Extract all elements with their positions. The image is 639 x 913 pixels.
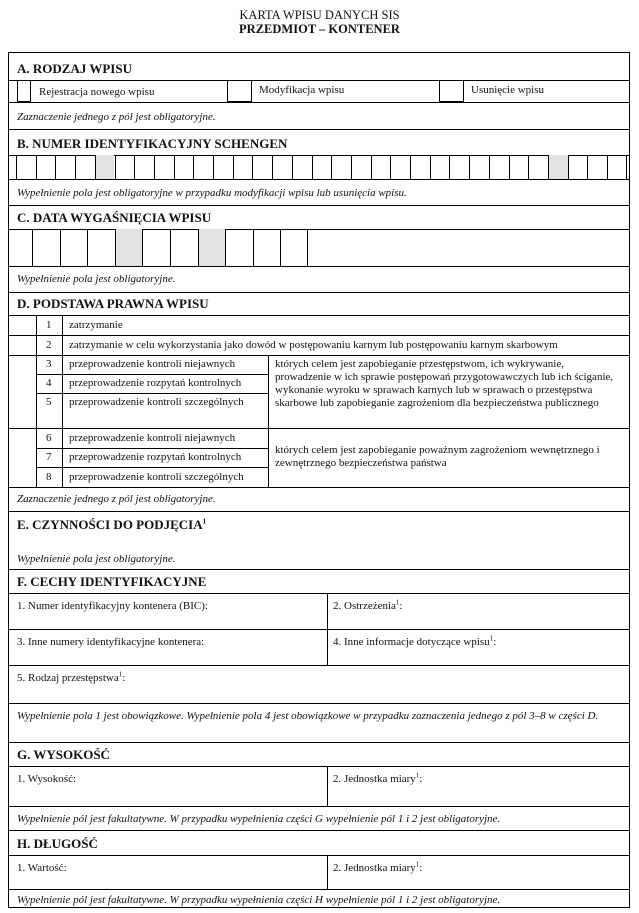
legal-basis-number: 8 — [46, 471, 52, 483]
schengen-id-cell[interactable] — [509, 155, 529, 179]
height-unit-label: 2. Jednostka miary$^1$: — [333, 771, 423, 785]
schengen-id-grid — [9, 155, 629, 179]
legal-basis-number: 6 — [46, 432, 52, 444]
length-unit-field[interactable] — [327, 855, 629, 889]
section-d-note: Zaznaczenie jednego z pól jest obligatoryjne. — [17, 493, 216, 505]
legal-basis-text: przeprowadzenie rozpytań kontrolnych — [69, 377, 242, 389]
schengen-id-cell[interactable] — [312, 155, 332, 179]
schengen-id-cell[interactable] — [55, 155, 75, 179]
schengen-id-cell[interactable] — [469, 155, 489, 179]
length-value-field[interactable] — [9, 855, 327, 889]
section-f-note: Wypełnienie pola 1 jest obowiązkowe. Wypełnienie pola 4 jest obowiązkowe w przypadku zaznaczenia jednego z pól 3–8 w części D. — [17, 710, 599, 722]
schengen-id-cell[interactable] — [213, 155, 233, 179]
legal-basis-text: przeprowadzenie kontroli niejawnych — [69, 358, 236, 370]
section-b-heading: B. NUMER IDENTYFIKACYJNY SCHENGEN — [17, 136, 288, 151]
schengen-id-cell[interactable] — [430, 155, 450, 179]
schengen-id-cell[interactable] — [587, 155, 607, 179]
legal-basis-text: przeprowadzenie kontroli niejawnych — [69, 432, 236, 444]
section-g-note: Wypełnienie pól jest fakultatywne. W przypadku wypełnienia części G wypełnienie pól 1 i 2 jest obligatoryjne. — [17, 813, 501, 825]
schengen-id-cell[interactable] — [36, 155, 56, 179]
schengen-id-cell[interactable] — [115, 155, 135, 179]
length-value-label: 1. Wartość: — [17, 862, 67, 874]
container-bic-field[interactable] — [9, 593, 327, 629]
schengen-id-cell[interactable] — [252, 155, 272, 179]
section-h-heading: H. DŁUGOŚĆ — [17, 836, 98, 851]
checkbox-modify-entry[interactable] — [227, 80, 252, 102]
other-container-ids-field[interactable] — [9, 629, 327, 665]
schengen-id-cell[interactable] — [528, 155, 548, 179]
checkbox-new-entry[interactable] — [17, 80, 31, 102]
schengen-id-cell[interactable] — [134, 155, 154, 179]
schengen-id-cell[interactable] — [371, 155, 391, 179]
option-new-entry-label: Rejestracja nowego wpisu — [39, 86, 155, 98]
expiry-date-cell[interactable] — [32, 229, 60, 266]
form-frame — [8, 52, 630, 908]
schengen-id-cell[interactable] — [292, 155, 312, 179]
expiry-date-cell[interactable] — [280, 229, 308, 266]
legal-basis-text: przeprowadzenie rozpytań kontrolnych — [69, 451, 242, 463]
expiry-date-cell[interactable] — [170, 229, 198, 266]
section-b-note: Wypełnienie pola jest obligatoryjne w przypadku modyfikacji wpisu lub usunięcia wpisu. — [17, 187, 407, 199]
legal-basis-text: przeprowadzenie kontroli szczególnych — [69, 396, 244, 408]
schengen-id-cell[interactable] — [390, 155, 410, 179]
schengen-id-cell[interactable] — [351, 155, 371, 179]
expiry-date-cell[interactable] — [198, 229, 226, 266]
section-g-heading: G. WYSOKOŚĆ — [17, 747, 110, 762]
other-container-ids-label: 3. Inne numery identyfikacyjne kontenera: — [17, 636, 205, 648]
checkbox-legal-basis-6-8[interactable] — [9, 428, 36, 487]
length-unit-label: 2. Jednostka miary$^1$: — [333, 860, 423, 874]
legal-basis-text: zatrzymanie w celu wykorzystania jako dowód w postępowaniu karnym lub postępowaniu karnym skarbowym — [69, 339, 558, 351]
checkbox-legal-basis-2[interactable] — [9, 335, 36, 355]
section-d-heading: D. PODSTAWA PRAWNA WPISU — [17, 296, 209, 311]
footnote-ref: 1 — [202, 517, 207, 526]
section-e-heading: E. CZYNNOŚCI DO PODJĘCIA$^1$ — [17, 517, 207, 532]
form-subtitle: PRZEDMIOT – KONTENER — [239, 22, 400, 36]
expiry-date-cell[interactable] — [87, 229, 115, 266]
height-value-field[interactable] — [9, 766, 327, 806]
container-bic-label: 1. Numer identyfikacyjny kontenera (BIC): — [17, 600, 208, 612]
schengen-id-cell[interactable] — [331, 155, 351, 179]
legal-basis-number: 4 — [46, 377, 52, 389]
height-value-label: 1. Wysokość: — [17, 773, 77, 785]
other-info-label: 4. Inne informacje dotyczące wpisu$^1$: — [333, 634, 497, 648]
checkbox-legal-basis-3-5[interactable] — [9, 355, 36, 428]
legal-basis-number: 5 — [46, 396, 52, 408]
offence-type-field[interactable] — [9, 665, 629, 703]
schengen-id-cell[interactable] — [548, 155, 568, 179]
form-title: KARTA WPISU DANYCH SIS — [239, 8, 400, 22]
warnings-label: 2. Ostrzeżenia$^1$: — [333, 598, 403, 612]
warnings-field[interactable] — [327, 593, 629, 629]
checkbox-delete-entry[interactable] — [439, 80, 464, 102]
section-f-heading: F. CECHY IDENTYFIKACYJNE — [17, 574, 207, 589]
offence-type-label: 5. Rodzaj przestępstwa$^1$: — [17, 670, 126, 684]
schengen-id-cell[interactable] — [193, 155, 213, 179]
section-h-note: Wypełnienie pól jest fakultatywne. W przypadku wypełnienia części H wypełnienie pól 1 i 2 jest obligatoryjne. — [17, 894, 501, 906]
legal-basis-number: 3 — [46, 358, 52, 370]
schengen-id-cell[interactable] — [16, 155, 36, 179]
checkbox-legal-basis-1[interactable] — [9, 315, 36, 335]
expiry-date-cell[interactable] — [253, 229, 281, 266]
expiry-date-grid — [9, 229, 309, 266]
legal-basis-purpose-state-security: których celem jest zapobieganie poważnym zagrożeniom wewnętrznego i zewnętrznego bezpieczeństwa państwa — [275, 444, 600, 469]
section-a-heading: A. RODZAJ WPISU — [17, 61, 132, 76]
option-delete-entry-label: Usunięcie wpisu — [471, 84, 545, 96]
schengen-id-cell[interactable] — [174, 155, 194, 179]
expiry-date-cell[interactable] — [142, 229, 170, 266]
option-modify-entry-label: Modyfikacja wpisu — [259, 84, 345, 96]
schengen-id-cell[interactable] — [272, 155, 292, 179]
section-c-heading: C. DATA WYGAŚNIĘCIA WPISU — [17, 210, 212, 225]
other-info-field[interactable] — [327, 629, 629, 665]
section-a-note: Zaznaczenie jednego z pól jest obligatoryjne. — [17, 111, 216, 123]
expiry-date-cell[interactable] — [115, 229, 143, 266]
legal-basis-number: 2 — [46, 339, 52, 351]
expiry-date-cell[interactable] — [225, 229, 253, 266]
schengen-id-cell[interactable] — [410, 155, 430, 179]
schengen-id-cell[interactable] — [233, 155, 253, 179]
schengen-id-cell[interactable] — [75, 155, 95, 179]
height-unit-field[interactable] — [327, 766, 629, 806]
section-e-note: Wypełnienie pola jest obligatoryjne. — [17, 553, 176, 565]
schengen-id-cell[interactable] — [607, 155, 627, 179]
schengen-id-cell[interactable] — [489, 155, 509, 179]
schengen-id-cell[interactable] — [154, 155, 174, 179]
schengen-id-cell[interactable] — [95, 155, 115, 179]
expiry-date-cell[interactable] — [60, 229, 88, 266]
legal-basis-text: przeprowadzenie kontroli szczególnych — [69, 471, 244, 483]
legal-basis-text: zatrzymanie — [69, 319, 123, 331]
legal-basis-number: 7 — [46, 451, 52, 463]
section-c-note: Wypełnienie pola jest obligatoryjne. — [17, 273, 176, 285]
schengen-id-cell[interactable] — [449, 155, 469, 179]
actions-input[interactable] — [9, 536, 629, 550]
schengen-id-cell[interactable] — [568, 155, 588, 179]
form-header — [0, 8, 639, 37]
legal-basis-purpose-public-safety: których celem jest zapobieganie przestępstwom, ich wykrywanie, prowadzenie w ich sprawie postępowań przygotowawczych lub ich ściganie, wykonanie wyroku w sprawach karnych lub w sprawach o przestępstwa skarbowe lub zapobieganie zagrożeniom dla bezpieczeństwa publicznego — [275, 358, 614, 409]
legal-basis-number: 1 — [46, 319, 52, 331]
